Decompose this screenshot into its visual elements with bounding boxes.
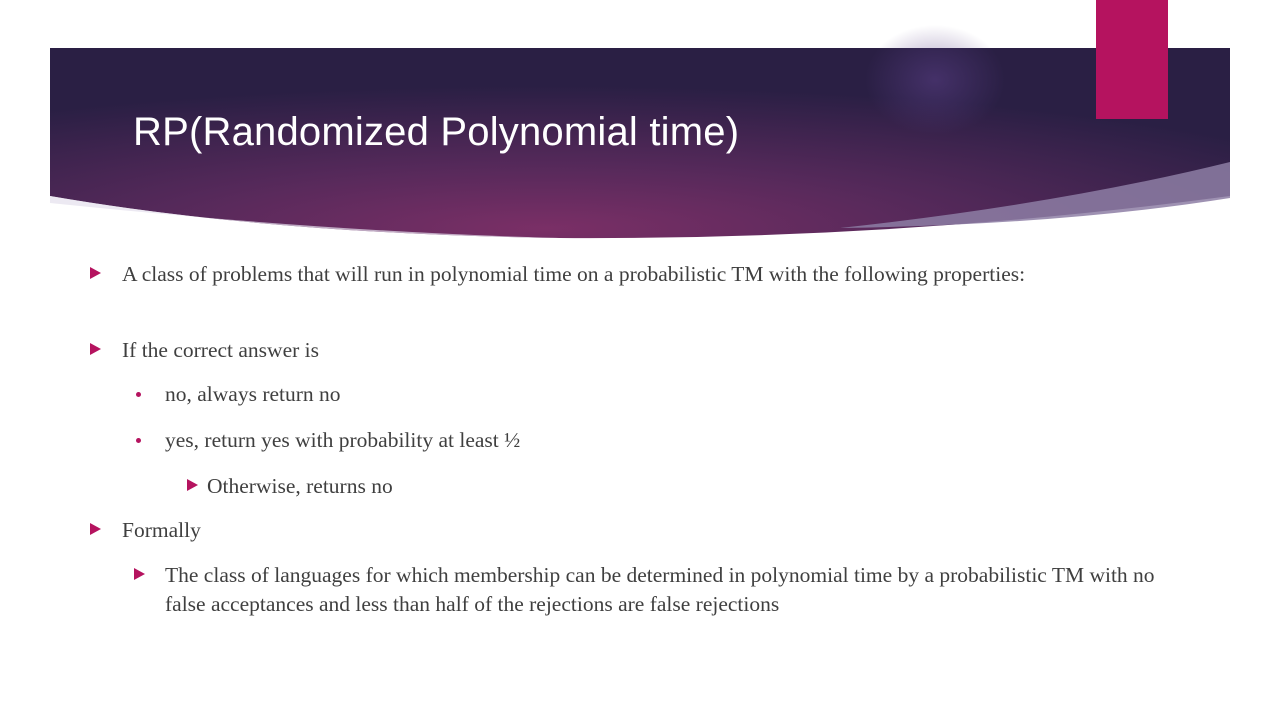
- arrow-bullet-icon: [187, 479, 198, 491]
- dot-bullet-icon: [136, 438, 141, 443]
- sub-bullet-item: [165, 380, 1165, 409]
- bullet-text: no, always return no: [165, 382, 341, 406]
- accent-tab: [1096, 0, 1168, 119]
- bullet-item: [122, 516, 1172, 545]
- arrow-bullet-icon: [90, 523, 101, 535]
- bullet-text: Otherwise, returns no: [207, 474, 393, 498]
- slide-title: RP(Randomized Polynomial time): [133, 110, 740, 154]
- sub-bullet-item: [165, 561, 1170, 619]
- bullet-text: If the correct answer is: [122, 338, 319, 362]
- bullet-item: [122, 260, 1172, 289]
- arrow-bullet-icon: [90, 343, 101, 355]
- bullet-item: [122, 336, 1172, 365]
- sub-sub-bullet-item: [207, 472, 1167, 501]
- dot-bullet-icon: [136, 392, 141, 397]
- bullet-text: Formally: [122, 518, 201, 542]
- arrow-bullet-icon: [90, 267, 101, 279]
- arrow-bullet-icon: [134, 568, 145, 580]
- bullet-text: yes, return yes with probability at least ½: [165, 428, 521, 452]
- sub-bullet-item: [165, 426, 1165, 455]
- bullet-text: The class of languages for which membership can be determined in polynomial time by a probabilistic TM with no false acceptances and less than half of the rejections are false rejections: [165, 563, 1155, 616]
- bullet-text: A class of problems that will run in polynomial time on a probabilistic TM with the following properties:: [122, 262, 1026, 286]
